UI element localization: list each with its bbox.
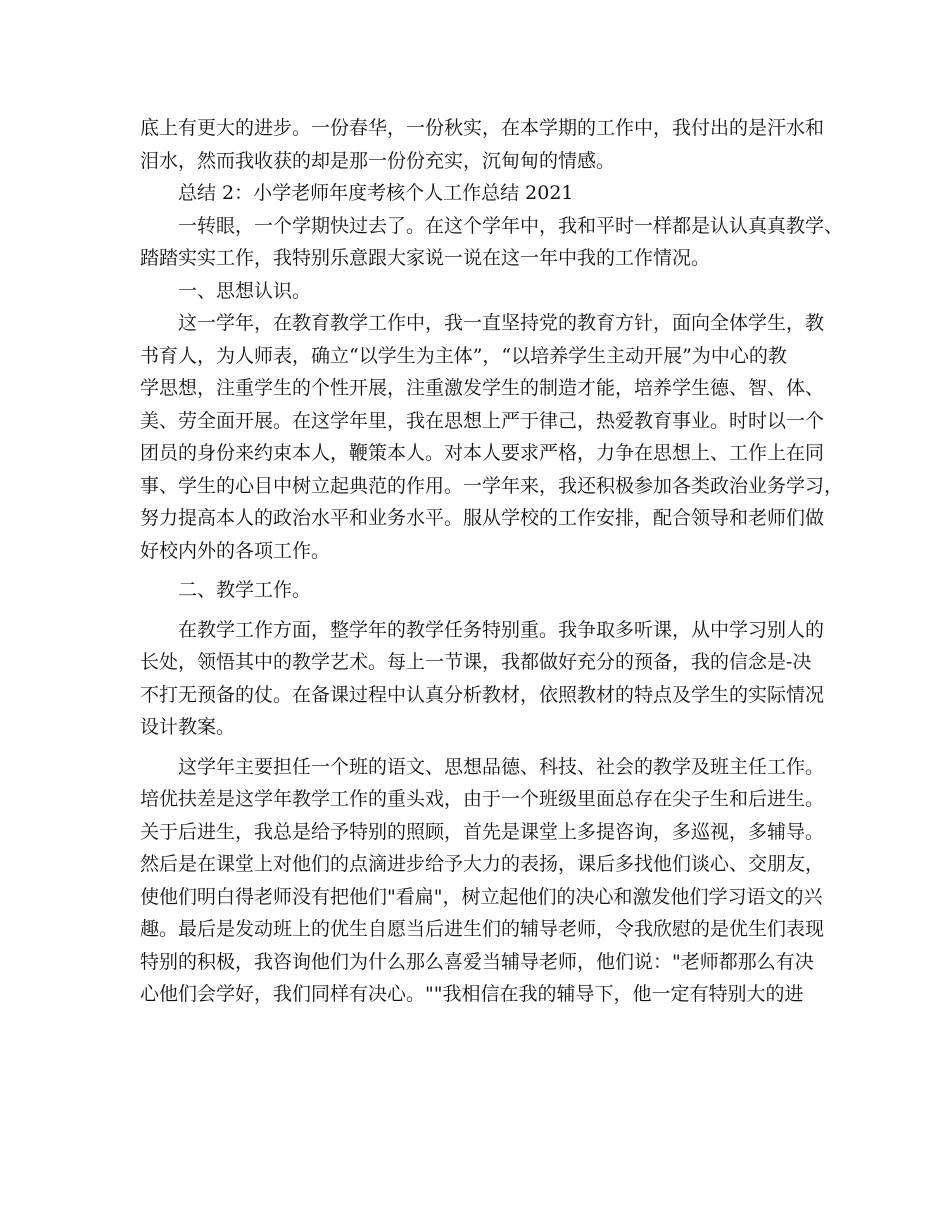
text-line: 努力提高本人的政治水平和业务水平。服从学校的工作安排，配合领导和老师们做 (140, 507, 825, 529)
text-line: 设计教案。 (140, 716, 236, 738)
text-line: 学思想，注重学生的个性开展，注重激发学生的制造才能，培养学生德、智、体、 (140, 377, 825, 399)
text-line: 踏踏实实工作，我特别乐意跟大家说一说在这一年中我的工作情况。 (140, 247, 711, 269)
text-line: 不打无预备的仗。在备课过程中认真分析教材，依照教材的特点及学生的实际情况 (140, 683, 825, 706)
text-line: 心他们会学好，我们同样有决心。""我相信在我的辅导下，他一定有特别大的进 (140, 983, 804, 1005)
text-line: 这一学年，在教育教学工作中，我一直坚持党的教育方针，面向全体学生，教 (178, 312, 825, 334)
text-line: 关于后进生，我总是给予特别的照顾，首先是课堂上多提咨询，多巡视，多辅导。 (140, 820, 825, 843)
section-heading-summary-2: 总结 2：小学老师年度考核个人工作总结 2021 (178, 182, 574, 204)
text-line: 事、学生的心目中树立起典范的作用。一学年来，我还积极参加各类政治业务学习， (140, 474, 844, 497)
text-line: 一转眼，一个学期快过去了。在这个学年中，我和平时一样都是认认真真教学、 (178, 214, 844, 237)
text-line: 书育人，为人师表，确立“以学生为主体”，“以培养学生主动开展”为中心的教 (140, 344, 787, 367)
document-body (140, 112, 844, 1011)
text-line: 底上有更大的进步。一份春华，一份秋实，在本学期的工作中，我付出的是汗水和 (140, 117, 825, 139)
section-heading-thinking: 一、思想认识。 (178, 279, 312, 302)
text-line: 这学年主要担任一个班的语文、思想品德、科技、社会的教学及班主任工作。 (178, 755, 825, 778)
text-line: 然后是在课堂上对他们的点滴进步给予大力的表扬，课后多找他们谈心、交朋友， (140, 853, 825, 875)
text-line: 趣。最后是发动班上的优生自愿当后进生们的辅导老师，令我欣慰的是优生们表现 (140, 918, 825, 940)
text-line: 在教学工作方面，整学年的教学任务特别重。我争取多听课，从中学习别人的 (178, 618, 825, 641)
text-line: 美、劳全面开展。在这学年里，我在思想上严于律己，热爱教育事业。时时以一个 (140, 409, 825, 432)
text-line: 培优扶差是这学年教学工作的重头戏，由于一个班级里面总存在尖子生和后进生。 (140, 788, 825, 810)
text-line: 团员的身份来约束本人，鞭策本人。对本人要求严格，力争在思想上、工作上在同 (140, 442, 825, 464)
section-heading-teaching: 二、教学工作。 (178, 579, 312, 601)
text-line: 长处，领悟其中的教学艺术。每上一节课，我都做好充分的预备，我的信念是-决 (140, 651, 812, 673)
text-line: 泪水，然而我收获的却是那一份份充实，沉甸甸的情感。 (140, 149, 616, 172)
text-line: 好校内外的各项工作。 (140, 539, 331, 562)
text-line: 使他们明白得老师没有把他们"看扁"，树立起他们的决心和激发他们学习语文的兴 (140, 885, 823, 908)
text-line: 特别的积极，我咨询他们为什么那么喜爱当辅导老师，他们说："老师都那么有决 (140, 950, 814, 973)
